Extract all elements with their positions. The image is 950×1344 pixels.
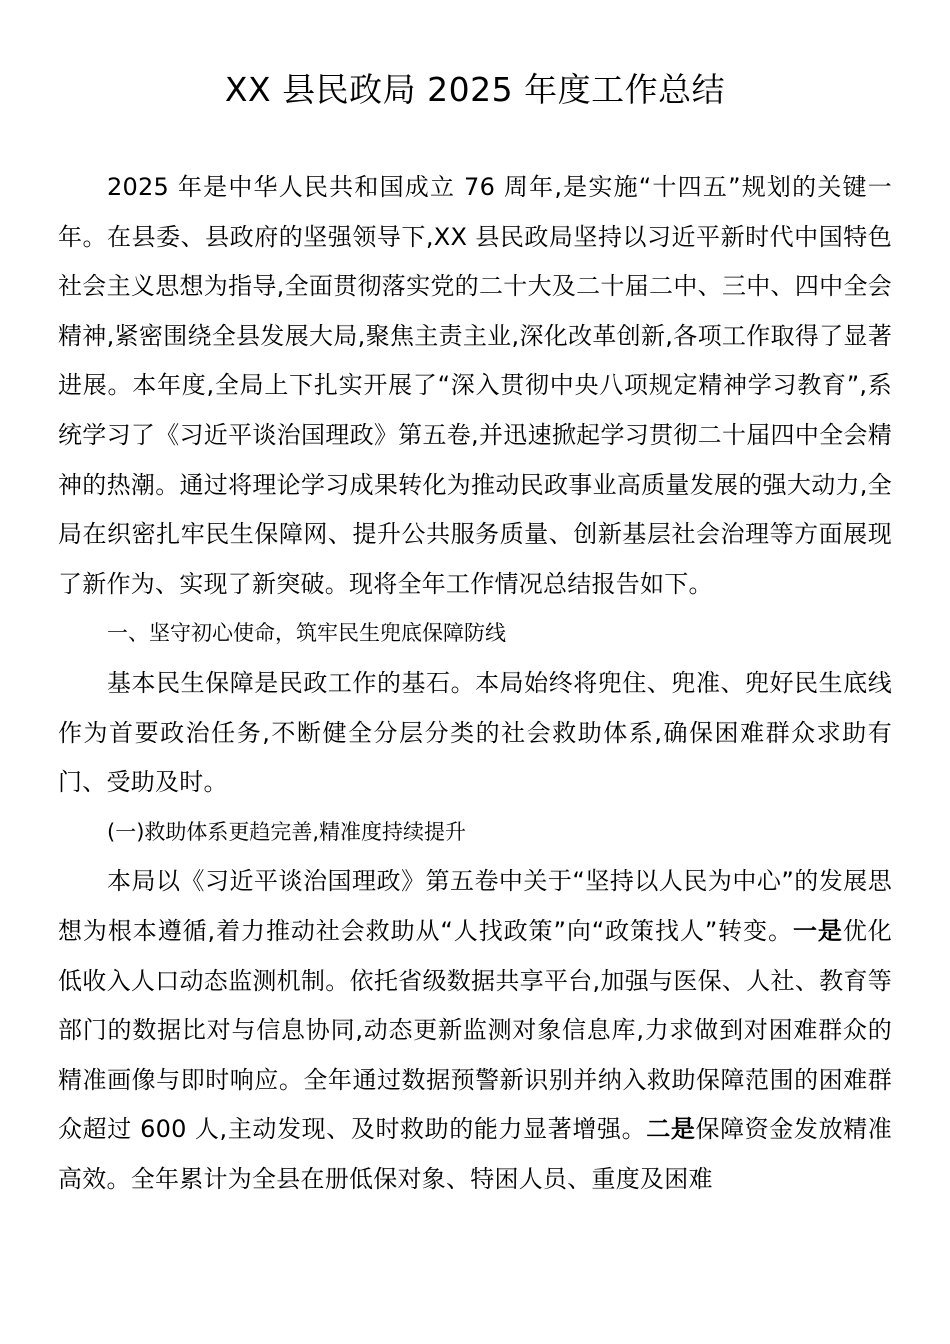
document-title: XX 县民政局 2025 年度工作总结 [224,70,726,109]
intro-paragraph: 2025 年是中华人民共和国成立 76 周年,是实施“十四五”规划的关键一年。在县委、县政府的坚强领导下,XX 县民政局坚持以习近平新时代中国特色社会主义思想为指导,全面贯彻落实党的二十大及二十届二中、三中、四中全会精神,紧密围绕全县发展大局,聚焦主责主业,深化改革创新,各项工作取得了显著进展。本年度,全局上下扎实开展了“深入贯彻中央八项规定精神学习教育”,系统学习了《习近平谈治国理政》第五卷,并迅速掀起学习贯彻二十届四中全会精神的热潮。通过将理论学习成果转化为推动民政事业高质量发展的强大动力,全局在织密扎牢民生保障网、提升公共服务质量、创新基层社会治理等方面展现了新作为、实现了新突破。现将全年工作情况总结报告如下。 [58,173,892,598]
subsection-1-heading: (一)救助体系更趋完善,精准度持续提升 [107,819,467,844]
subsection-1-lead: 本局以《习近平谈治国理政》第五卷中关于“坚持以人民为中心”的发展思想为根本遵循,着力推动社会救助从“人找政策”向“政策找人”转变。 [58,867,892,945]
subsection-1-paragraph [58,857,892,1204]
point-1-text: 优化低收入人口动态监测机制。依托省级数据共享平台,加强与医保、人社、教育等部门的数据比对与信息协同,动态更新监测对象信息库,力求做到对困难群众的精准画像与即时响应。全年通过数据预警新识别并纳入救助保障范围的困难群众超过 600 人,主动发现、及时救助的能力显著增强。 [58,916,893,1144]
point-1-label: 一是 [792,916,843,945]
point-2-label: 二是 [646,1115,696,1144]
document-body [58,163,892,1204]
point-2-text: 保障资金发放精准高效。全年累计为全县在册低保对象、特困人员、重度及困难 [58,1115,893,1193]
section-1-heading: 一、坚守初心使命，筑牢民生兜底保障防线 [107,621,506,646]
section-1-paragraph: 基本民生保障是民政工作的基石。本局始终将兜住、兜准、兜好民生底线作为首要政治任务,不断健全分层分类的社会救助体系,确保困难群众求助有门、受助及时。 [58,668,892,797]
